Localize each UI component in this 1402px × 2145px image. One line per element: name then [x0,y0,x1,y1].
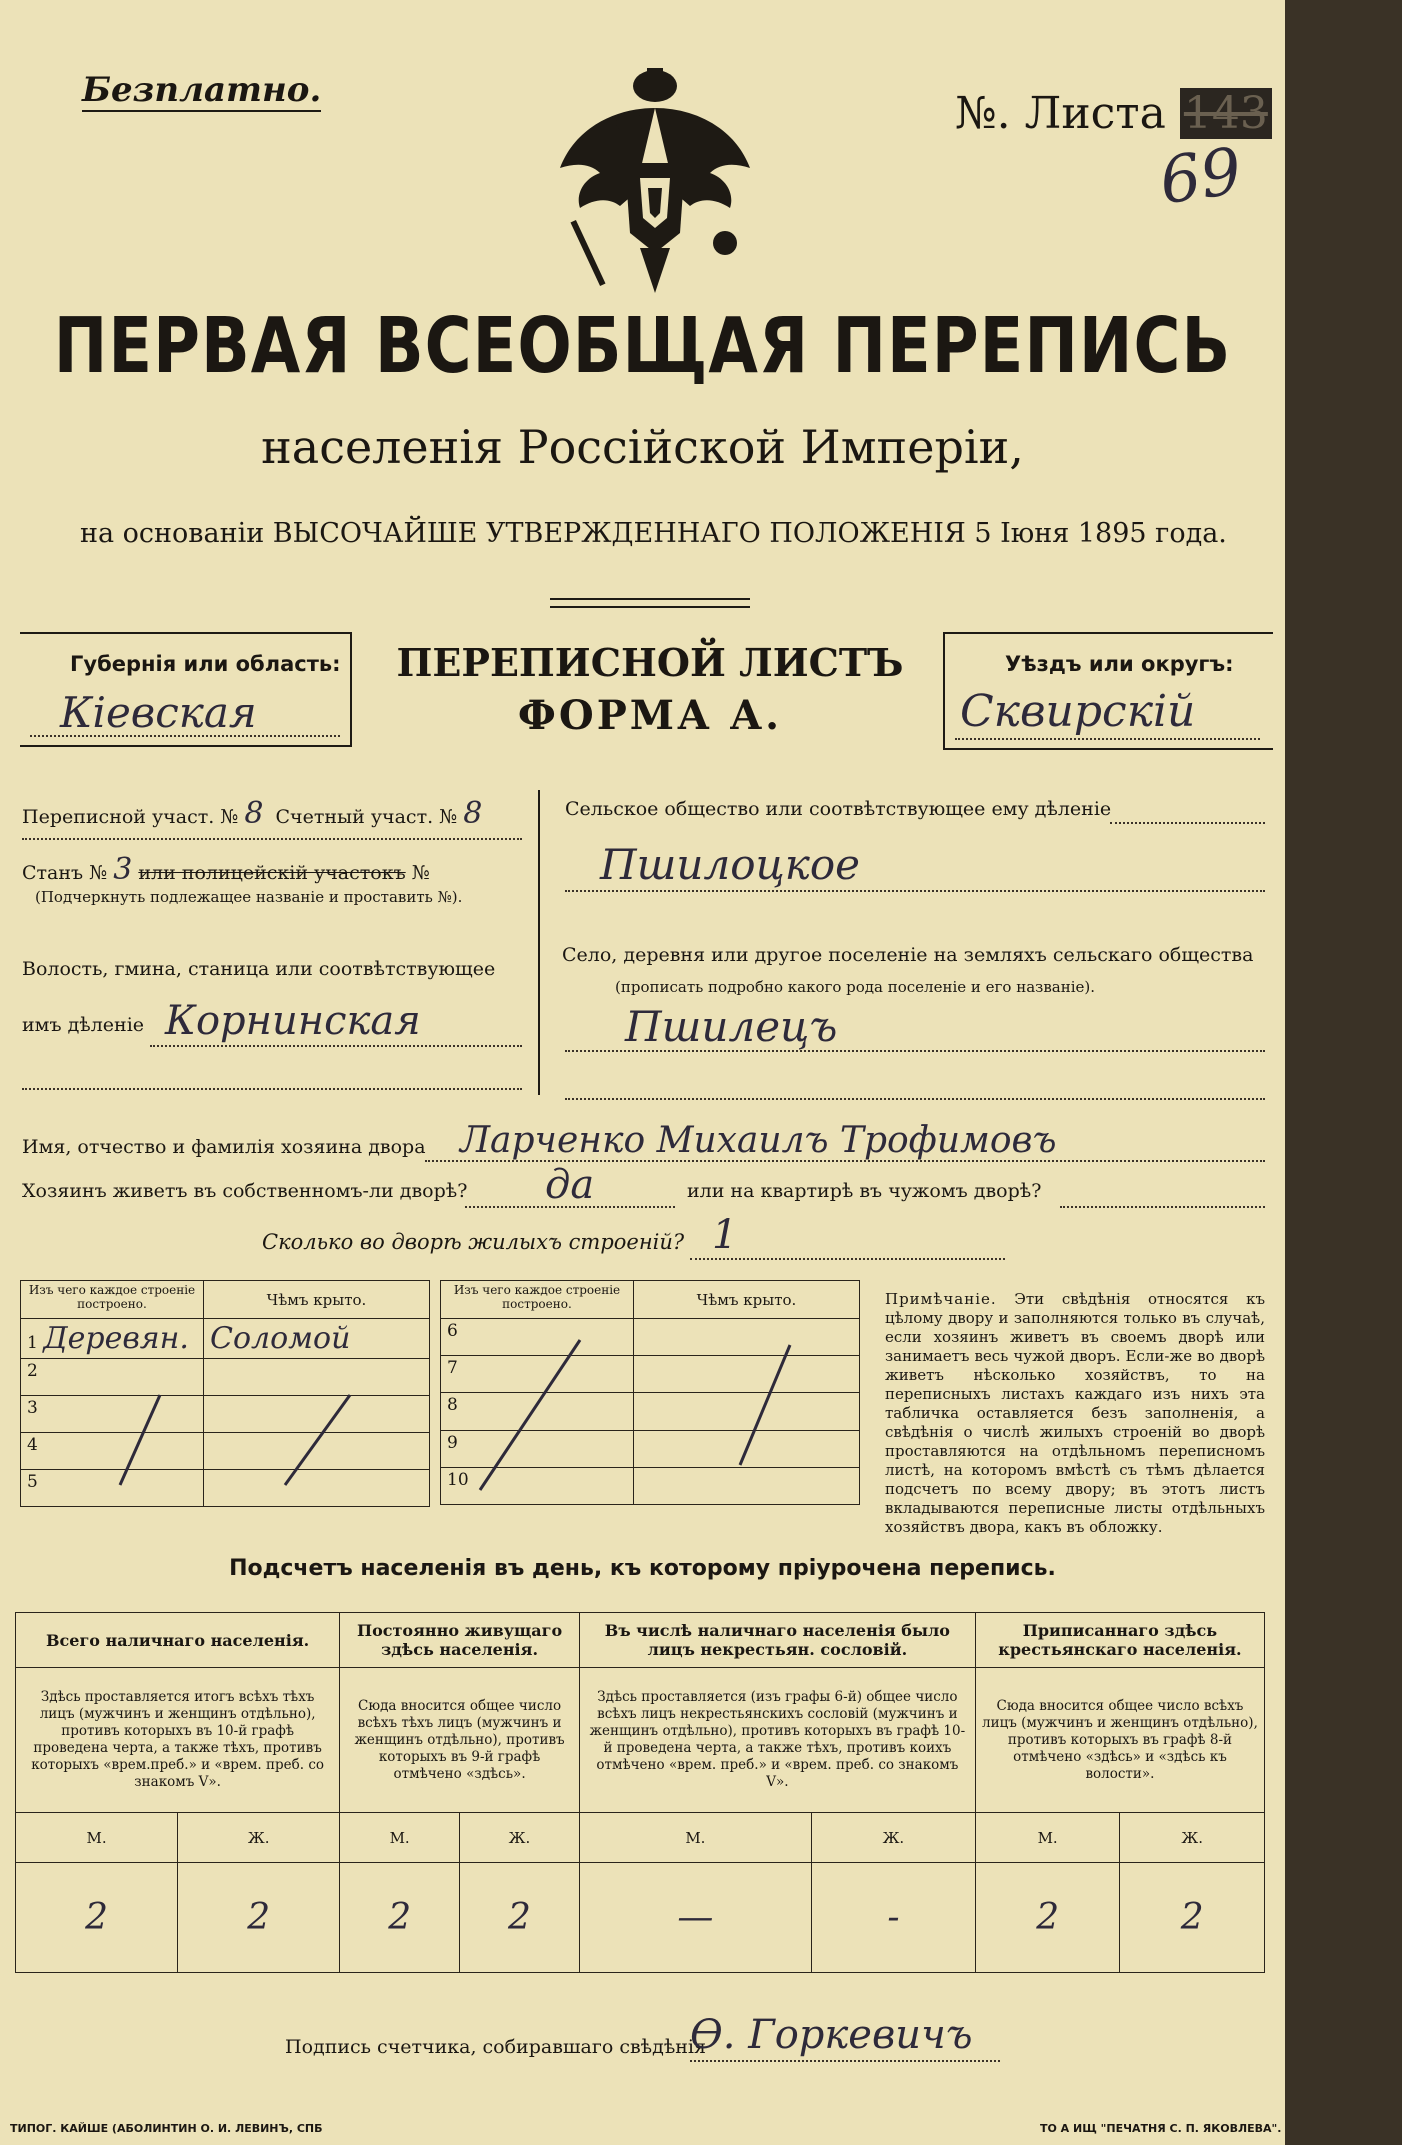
society-value: Пшилоцкое [600,840,861,889]
stan-suffix: № [411,862,430,884]
form-name: ПЕРЕПИСНОЙ ЛИСТЪ [396,640,904,685]
female-count: - [811,1863,975,1973]
village-label: Село, деревня или другое поселеніе на земляхъ сельскаго общества [562,944,1254,966]
volost-label-2: имъ дѣленіе [22,1014,145,1036]
volost-value: Корнинская [165,998,421,1044]
population-title: Подсчетъ населенія въ день, къ которому пріурочена перепись. [229,1556,1056,1581]
roof-value: Соломой [210,1321,351,1356]
row-num: 1 [27,1333,38,1353]
census-title: ПЕРВАЯ ВСЕОБЩАЯ ПЕРЕПИСЬ [53,302,1232,392]
village-note: (прописать подробно какого рода поселеніе и его названіе). [615,978,1095,996]
female-count: 2 [178,1863,340,1973]
pop-col-header: Постоянно живущаго здѣсь населенія. [340,1613,580,1668]
pop-col-desc: Сюда вносится общее число всѣхъ лицъ (мужчинъ и женщинъ отдѣльно), противъ которыхъ въ графѣ 8-й отмѣчено «здѣсь» и «здѣсь къ волости». [975,1668,1264,1813]
free-label: Безплатно. [82,70,322,110]
row-num: 9 [447,1432,458,1453]
male-count: 2 [975,1863,1120,1973]
volost-line [150,1045,522,1047]
owner-name-label: Имя, отчество и фамилія хозяина двора [22,1136,426,1158]
count-section-value: 8 [463,796,483,831]
note-title: Примѣчаніе. [885,1290,997,1308]
m-label: М. [975,1813,1120,1863]
census-subtitle: населенія Россійской Имперіи, [261,420,1024,474]
sheet-number-label: №. Листа [955,88,1166,139]
count-section-label: Счетный участ. № [275,806,458,828]
left-right-divider [538,790,540,1095]
row-num: 8 [447,1395,458,1416]
province-value: Кіевская [60,688,257,737]
male-count: 2 [16,1863,178,1973]
district-line [955,738,1260,740]
male-count: 2 [340,1863,460,1973]
village-value: Пшилецъ [625,1002,838,1051]
village-line-a [565,1050,1265,1052]
province-line [30,735,340,737]
note-text: Эти свѣдѣнія относятся къ цѣлому двору и заполняются только въ случаѣ, если хозяинъ живетъ въ своемъ дворѣ или занимаетъ весь чужой дворъ. Если-же во дворѣ живетъ нѣсколько хозяйствъ, то на переписныхъ листахъ каждаго изъ нихъ эта табличка оставляется безъ заполненія, а свѣдѣнія о числѣ жилыхъ строеній во дворѣ проставляются на отдѣльномъ переписномъ листѣ, на которомъ вмѣстѣ съ тѣмъ дѣлается подсчетъ по всему двору; въ этотъ листъ вкладываются переписные листы отдѣльныхъ хозяйствъ двора, какъ въ обложку. [885,1290,1265,1536]
m-label: М. [340,1813,460,1863]
row-num: 6 [447,1321,458,1342]
f-label: Ж. [1120,1813,1265,1863]
pop-col-header: Приписаннаго здѣсь крестьянскаго населенія. [975,1613,1264,1668]
census-section-line [22,838,522,840]
female-count: 2 [460,1863,580,1973]
f-label: Ж. [460,1813,580,1863]
buildings-label: Сколько во дворѣ жилыхъ строеній? [262,1230,685,1254]
f-label: Ж. [178,1813,340,1863]
imperial-eagle-icon [555,68,755,293]
own-yard-value: да [545,1162,595,1208]
pop-col-header: Въ числѣ наличнаго населенія было лицъ некрестьян. сословій. [579,1613,975,1668]
pop-col-desc: Здѣсь проставляется (изъ графы 6-й) общее число всѣхъ лицъ некрестьянскихъ сословій (мужчинъ и женщинъ отдѣльно), противъ которыхъ въ графѣ 10-й проведена черта, а также тѣхъ, противъ коихъ отмѣчено «врем. преб.» и «врем. преб. со знакомъ V». [579,1668,975,1813]
district-box-side [943,632,945,750]
signature-label: Подпись счетчика, собиравшаго свѣдѣнія [285,2036,706,2058]
row-num: 5 [27,1472,38,1492]
buildings-value: 1 [712,1212,738,1258]
district-box-bottom [943,748,1273,750]
sheet-number-handwritten: 69 [1155,134,1247,220]
ornament-divider [550,598,750,608]
own-yard-line [465,1206,675,1208]
f-label: Ж. [811,1813,975,1863]
owner-name-value: Ларченко Михаилъ Трофимовъ [460,1120,1057,1161]
rent-label: или на квартирѣ въ чужомъ дворѣ? [687,1180,1042,1202]
buildings-line [690,1258,1005,1260]
material-value: Деревян. [43,1321,189,1356]
rent-line [1060,1206,1265,1208]
female-count: 2 [1120,1863,1265,1973]
census-section-label: Переписной участ. № [22,806,239,828]
province-box-top [20,632,350,634]
district-box-top [943,632,1273,634]
male-count: — [579,1863,811,1973]
stan-value: 3 [113,852,133,887]
sheet-number-crossed: 143 [1180,88,1272,139]
sheet-number [955,88,1272,139]
province-box-side [350,632,352,747]
society-line-a [1110,822,1265,824]
row-num: 2 [27,1361,38,1381]
form-label: ФОРМА А. [517,692,783,739]
volost-label-1: Волость, гмина, станица или соотвѣтствующее [22,958,496,980]
society-label: Сельское общество или соотвѣтствующее ему дѣленіе [565,798,1112,820]
society-line-b [565,890,1265,892]
row-num: 7 [447,1358,458,1379]
printer-right: ТО А ИЩ "ПЕЧАТНЯ С. П. ЯКОВЛЕВА". [1040,2122,1282,2135]
signature-line [690,2060,1000,2062]
district-value: Сквирскій [960,686,1196,737]
pop-col-desc: Здѣсь проставляется итогъ всѣхъ тѣхъ лицъ (мужчинъ и женщинъ отдѣльно), противъ которыхъ въ 10-й графѣ проведена черта, а также тѣхъ, противъ которыхъ «врем.преб.» и «врем. преб. со знакомъ V». [16,1668,340,1813]
stan-note: (Подчеркнуть подлежащее названіе и проставить №). [35,888,463,906]
pop-col-desc: Сюда вносится общее число всѣхъ тѣхъ лицъ (мужчинъ и женщинъ отдѣльно), противъ которыхъ въ 9-й графѣ отмѣчено «здѣсь». [340,1668,580,1813]
dash-strokes [20,1280,860,1505]
signature-value: Ѳ. Горкевичъ [690,2012,973,2058]
pop-col-header: Всего наличнаго населенія. [16,1613,340,1668]
col-roof-header-2: Чѣмъ крыто. [634,1281,860,1319]
col-material-header: Изъ чего каждое строеніе построено. [21,1281,204,1319]
row-num: 3 [27,1398,38,1418]
stan-row [22,852,430,887]
row-num: 4 [27,1435,38,1455]
province-box-bottom [20,745,352,747]
printer-left: ТИПОГ. КАЙШЕ (АБОЛИНТИН О. И. ЛЕВИНЪ, СПБ [10,2122,323,2135]
col-roof-header: Чѣмъ крыто. [204,1281,430,1319]
province-label: Губернія или область: [70,652,341,676]
village-line-b [565,1098,1265,1100]
volost-line-2 [22,1088,522,1090]
census-basis: на основаніи ВЫСОЧАЙШЕ УТВЕРЖДЕННАГО ПОЛОЖЕНІЯ 5 Іюня 1895 года. [80,518,1227,549]
background-edge [1285,0,1402,2145]
stan-strike-text: или полицейскій участокъ [138,862,406,884]
census-section-row [22,796,482,831]
m-label: М. [579,1813,811,1863]
district-label: Уѣздъ или округъ: [1005,652,1234,676]
note-block [885,1290,1265,1537]
m-label: М. [16,1813,178,1863]
own-yard-label: Хозяинъ живетъ въ собственномъ-ли дворѣ? [22,1180,468,1202]
row-num: 10 [447,1469,469,1490]
stan-label: Станъ № [22,862,108,884]
census-section-value: 8 [244,796,264,831]
population-table [15,1612,1265,1973]
col-material-header-2: Изъ чего каждое строеніе построено. [441,1281,634,1319]
